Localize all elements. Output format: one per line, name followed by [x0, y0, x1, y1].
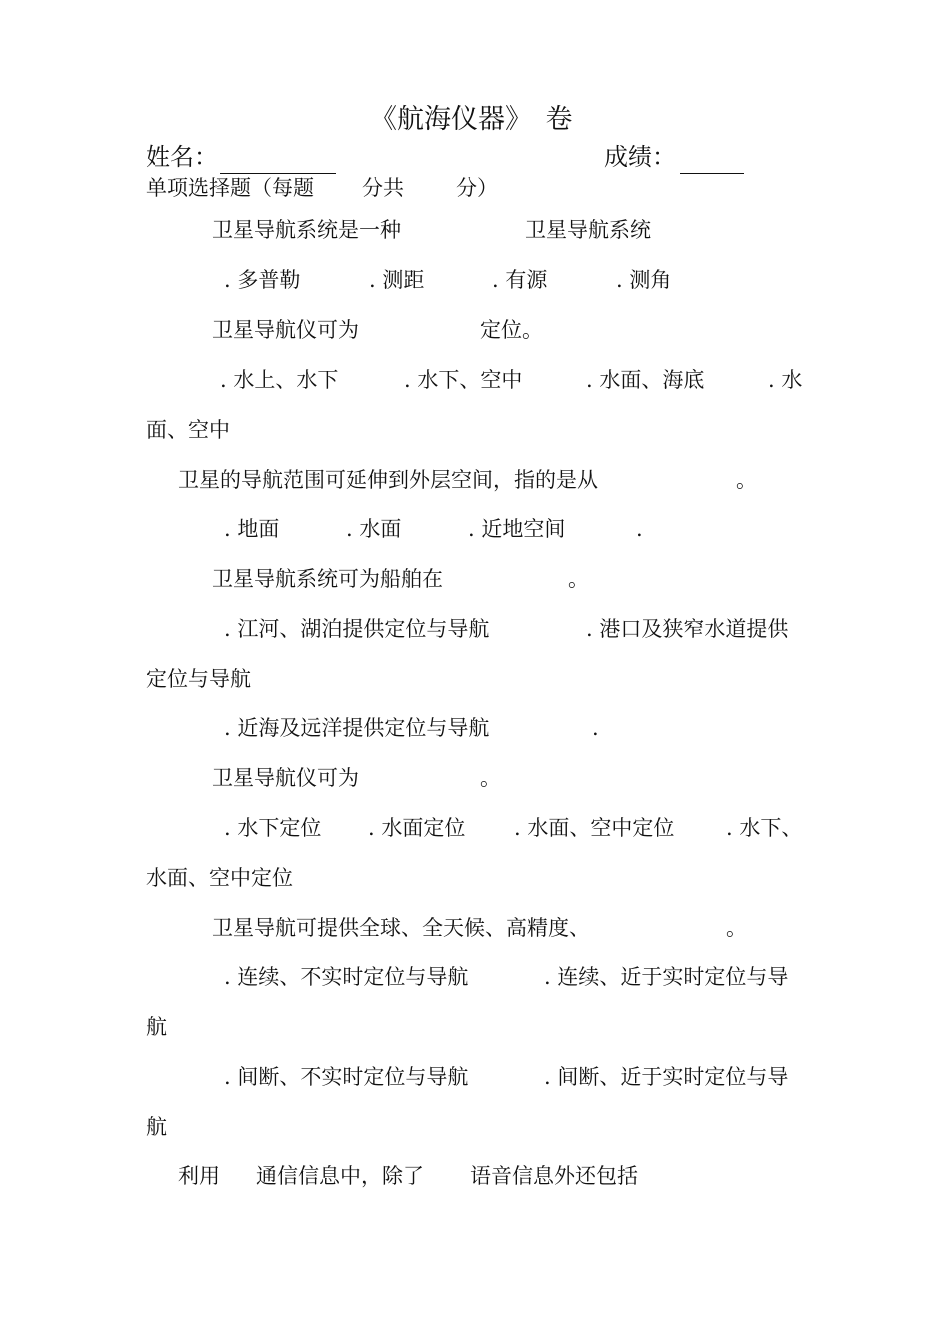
question-stem-end: 卫星导航系统 — [525, 218, 651, 242]
option-a: . 地面 — [224, 517, 280, 541]
question-stem-end: 。 — [736, 468, 757, 492]
option-b: . 水下、空中 — [404, 368, 523, 392]
option-d: . 水 — [768, 368, 803, 392]
question-stem-end: 。 — [568, 567, 589, 591]
score-underline — [680, 173, 744, 174]
option-b: . 连续、近于实时定位与导 — [544, 965, 789, 989]
option-a: . 连续、不实时定位与导航 — [224, 965, 469, 989]
name-underline — [220, 173, 336, 174]
option-a: . 江河、湖泊提供定位与导航 — [224, 617, 490, 641]
option-c: . 近海及远洋提供定位与导航 — [224, 716, 490, 740]
option-wrap-2: 航 — [146, 1115, 167, 1139]
question-stem-end: 。 — [480, 766, 501, 790]
option-wrap: 航 — [146, 1015, 167, 1039]
option-d: . 间断、近于实时定位与导 — [544, 1065, 789, 1089]
question-stem: 卫星导航可提供全球、全天候、高精度、 — [212, 916, 590, 940]
question-stem-part-2: 通信信息中，除了 — [256, 1164, 424, 1188]
option-wrap: 水面、空中定位 — [146, 866, 293, 890]
option-d: . — [592, 716, 599, 740]
question-stem-end: 定位。 — [480, 318, 543, 342]
option-d: . 测角 — [616, 268, 672, 292]
section-heading-per: 分共 — [362, 176, 404, 200]
option-b: . 水面 — [346, 517, 402, 541]
question-stem: 卫星导航仪可为 — [212, 318, 359, 342]
question-stem: 卫星导航仪可为 — [212, 766, 359, 790]
option-a: . 水下定位 — [224, 816, 322, 840]
option-wrap: 面、空中 — [146, 418, 230, 442]
option-d: . — [636, 517, 643, 541]
question-stem-end: 。 — [726, 916, 747, 940]
question-stem-part-3: 语音信息外还包括 — [470, 1164, 638, 1188]
score-label: 成绩： — [604, 143, 676, 171]
option-c: . 近地空间 — [468, 517, 566, 541]
option-c: . 间断、不实时定位与导航 — [224, 1065, 469, 1089]
question-stem: 卫星的导航范围可延伸到外层空间，指的是从 — [178, 468, 598, 492]
option-b: . 测距 — [369, 268, 425, 292]
option-a: . 水上、水下 — [220, 368, 339, 392]
section-heading-total: 分） — [456, 176, 498, 200]
section-heading-text: 单项选择题（每题 — [146, 176, 314, 200]
option-b: . 港口及狭窄水道提供 — [586, 617, 789, 641]
question-stem: 卫星导航系统是一种 — [212, 218, 401, 242]
option-b: . 水面定位 — [368, 816, 466, 840]
question-stem-part-1: 利用 — [178, 1164, 220, 1188]
page-title: 《航海仪器》 卷 — [370, 104, 573, 135]
option-a: . 多普勒 — [224, 268, 301, 292]
option-d: . 水下、 — [726, 816, 803, 840]
name-label: 姓名： — [146, 143, 218, 171]
question-stem: 卫星导航系统可为船舶在 — [212, 567, 443, 591]
option-c: . 有源 — [492, 268, 548, 292]
option-c: . 水面、海底 — [586, 368, 705, 392]
option-wrap: 定位与导航 — [146, 667, 251, 691]
option-c: . 水面、空中定位 — [514, 816, 675, 840]
